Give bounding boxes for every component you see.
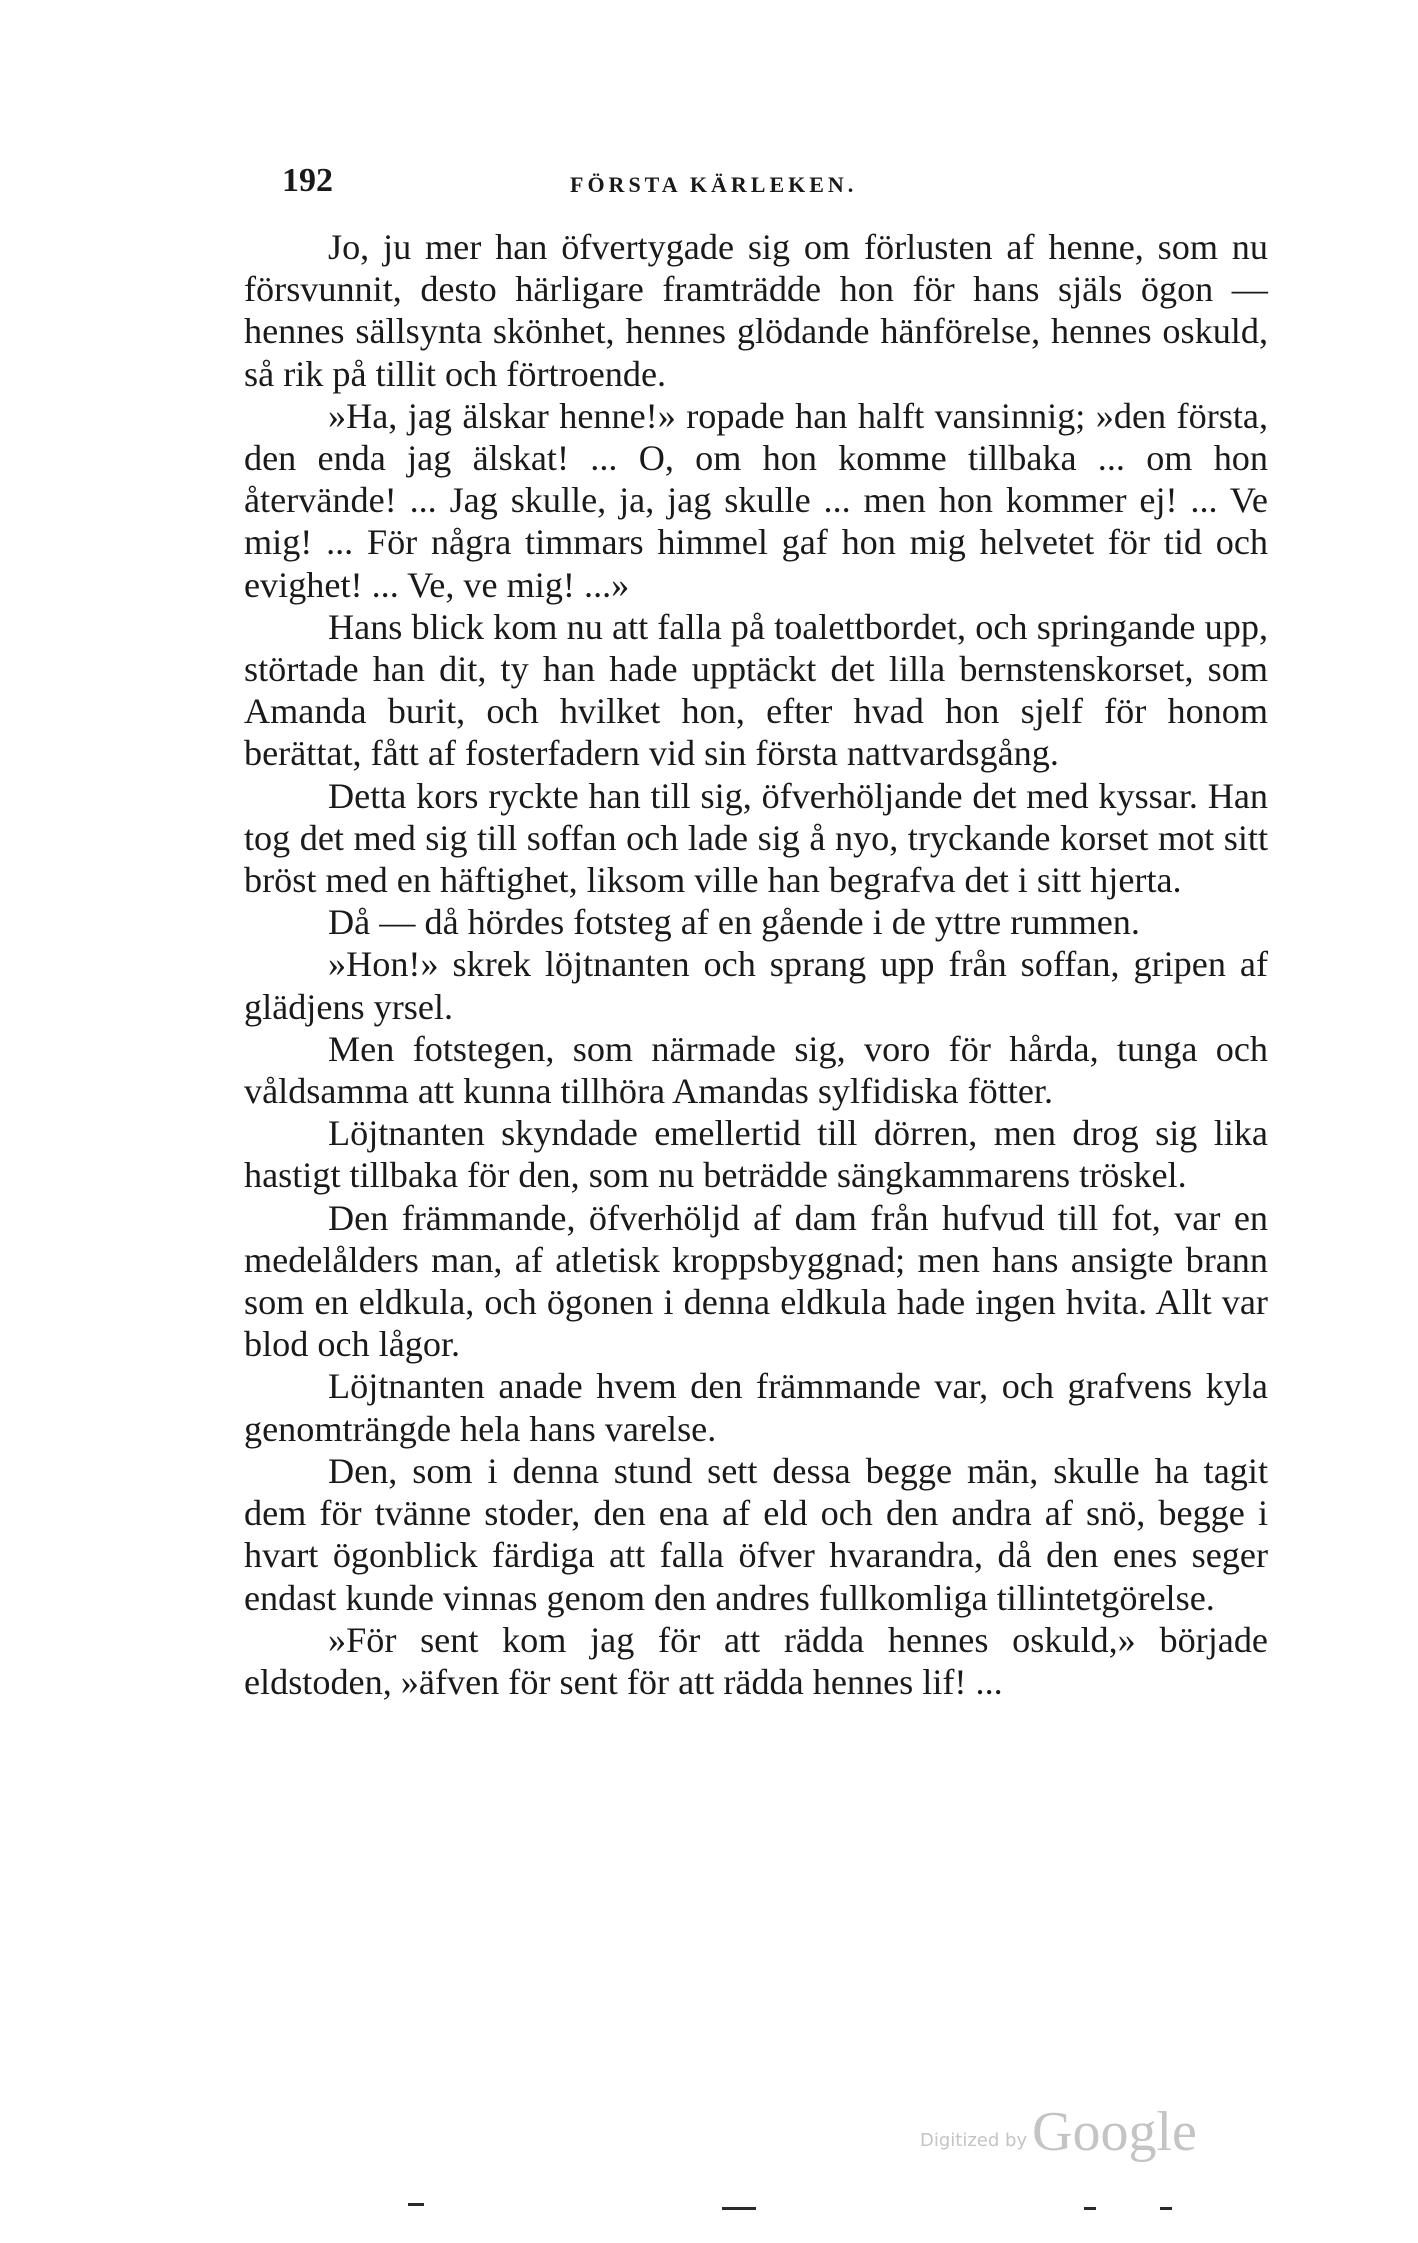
scan-mark-right-1: [1084, 2207, 1096, 2210]
scan-mark-center: [722, 2207, 756, 2210]
paragraph-12: »För sent kom jag för att rädda hennes oskuld,» började eldstoden, »äfven för sent för att rädda hennes lif! ...: [244, 1619, 1268, 1702]
paragraph-9: Den främmande, öfverhöljd af dam från hufvud till fot, var en medelålders man, af atletisk kroppsbyggnad; men hans ansigte brann som en eldkula, och ögonen i denna eldkula hade ingen hvita. Allt var blod och lågor.: [244, 1197, 1268, 1365]
page-number: 192: [282, 162, 333, 199]
paragraph-5: Då — då hördes fotsteg af en gående i de yttre rummen.: [328, 902, 1140, 943]
google-logo: Google: [1032, 2101, 1197, 2163]
scan-mark-left: [408, 2203, 424, 2206]
body-text: [244, 226, 1268, 1703]
running-title: FÖRSTA KÄRLEKEN.: [570, 172, 858, 197]
paragraph-3: Hans blick kom nu att falla på toalettbordet, och springande upp, störtade han dit, ty han hade upptäckt det lilla bernstenskorset, som Amanda burit, och hvilket hon, efter hvad hon sjelf för honom berättat, fått af fosterfadern vid sin första nattvardsgång.: [244, 606, 1268, 774]
paragraph-11: Den, som i denna stund sett dessa begge män, skulle ha tagit dem för tvänne stoder, den ena af eld och den andra af snö, begge i hvart ögonblick färdiga att falla öfver hvarandra, då den enes seger endast kunde vinnas genom den andres fullkomliga tillintetgörelse.: [244, 1450, 1268, 1618]
paragraph-2: »Ha, jag älskar henne!» ropade han halft vansinnig; »den första, den enda jag älskat! ... O, om hon komme tillbaka ... om hon återvände! ... Jag skulle, ja, jag skulle ... men hon kommer ej! ... Ve mig! ... För några timmars himmel gaf hon mig helvetet för tid och evighet! ... Ve, ve mig! ...»: [244, 395, 1268, 605]
digitized-by-text: Digitized by: [920, 2130, 1028, 2151]
scan-mark-right-2: [1160, 2207, 1172, 2210]
digitized-watermark: [920, 2100, 1220, 2163]
page-header: [240, 158, 1280, 208]
paragraph-4: Detta kors ryckte han till sig, öfverhöljande det med kyssar. Han tog det med sig till soffan och lade sig å nyo, tryckande korset mot sitt bröst med en häftighet, liksom ville han begrafva det i sitt hjerta.: [244, 775, 1268, 901]
paragraph-6: »Hon!» skrek löjtnanten och sprang upp från soffan, gripen af glädjens yrsel.: [244, 944, 1268, 1027]
paragraph-1: Jo, ju mer han öfvertygade sig om förlusten af henne, som nu försvunnit, desto härligare framträdde hon för hans själs ögon — hennes sällsynta skönhet, hennes glödande hänförelse, hennes oskuld, så rik på tillit och förtroende.: [244, 227, 1268, 394]
paragraph-8: Löjtnanten skyndade emellertid till dörren, men drog sig lika hastigt tillbaka för den, som nu beträdde sängkammarens tröskel.: [244, 1113, 1268, 1196]
paragraph-7: Men fotstegen, som närmade sig, voro för hårda, tunga och våldsamma att kunna tillhöra Amandas sylfidiska fötter.: [244, 1028, 1268, 1112]
paragraph-10: Löjtnanten anade hvem den främmande var, och grafvens kyla genomträngde hela hans varelse.: [244, 1366, 1268, 1449]
